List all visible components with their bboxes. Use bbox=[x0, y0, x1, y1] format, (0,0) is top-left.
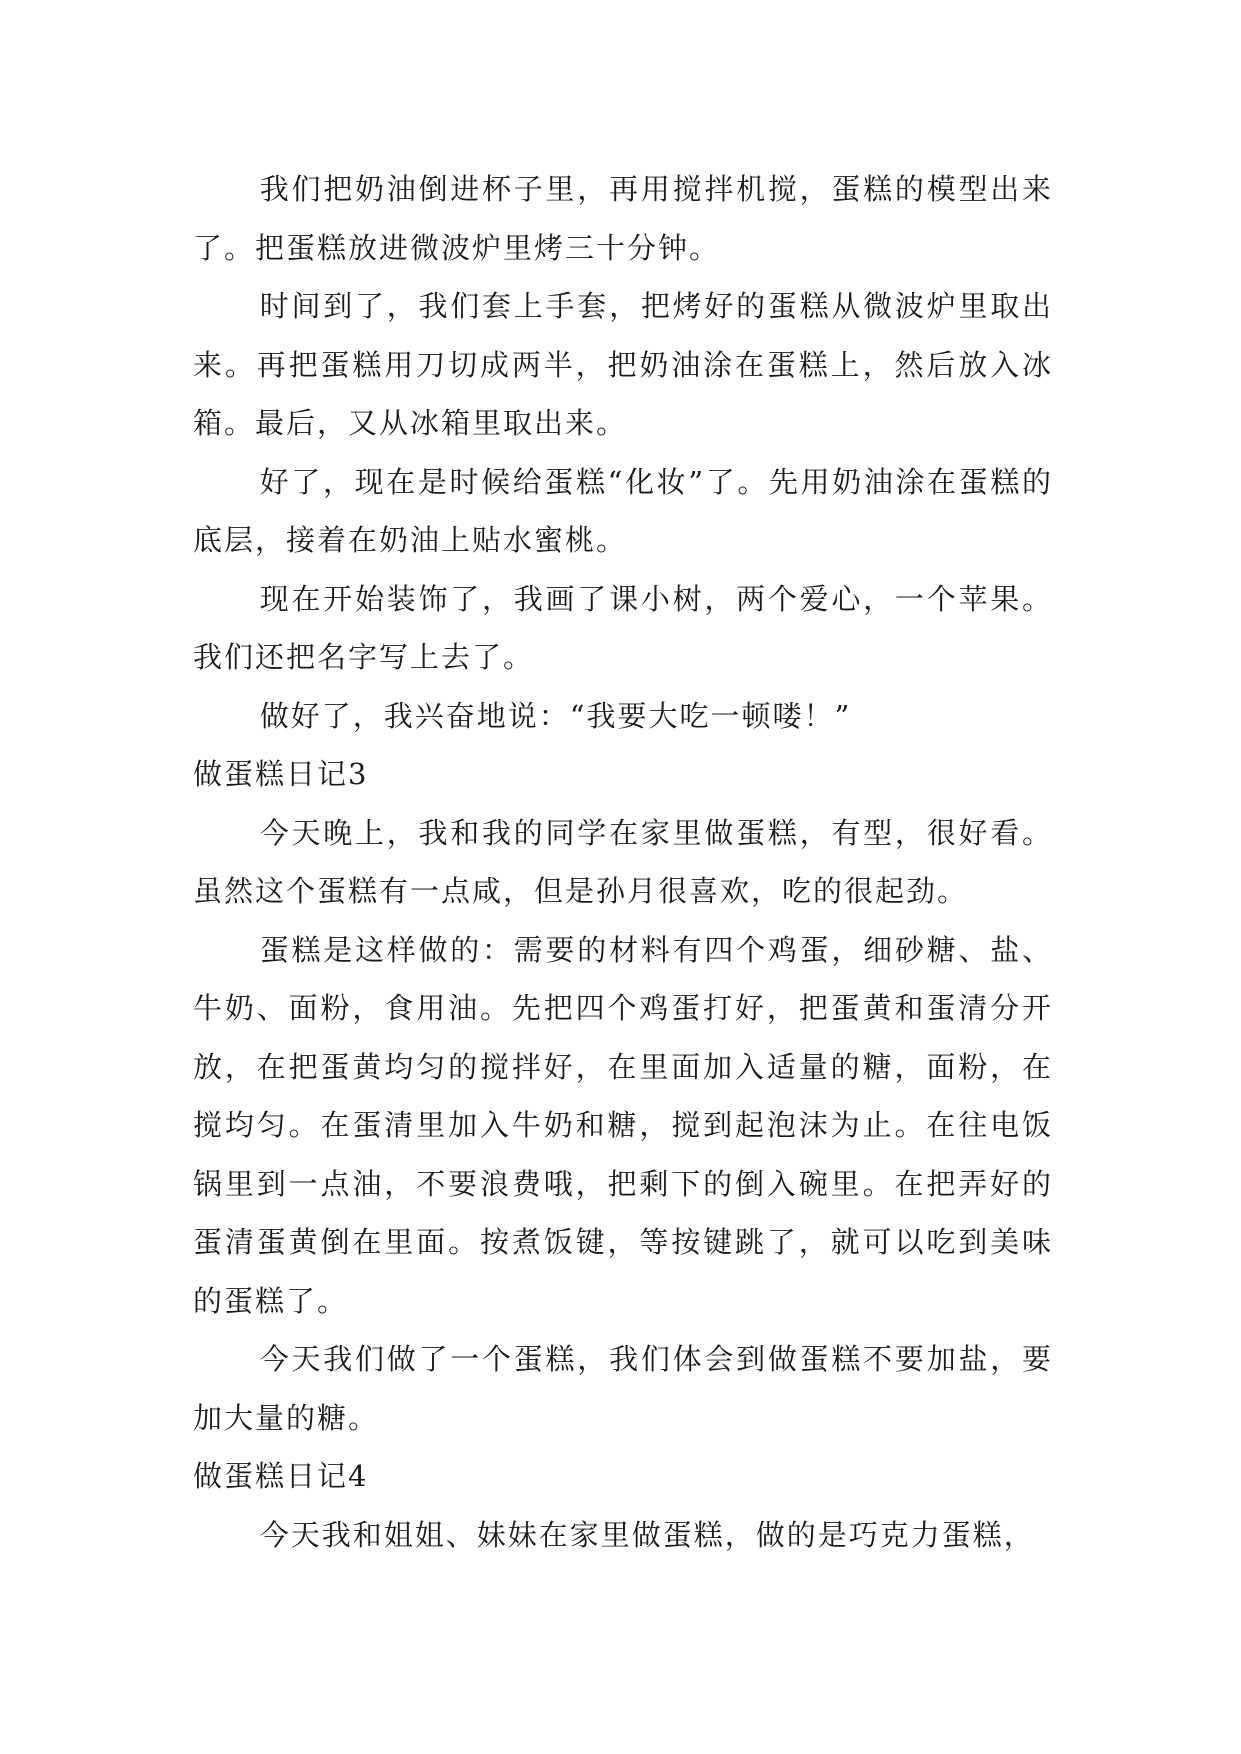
section-heading: 做蛋糕日记3 bbox=[193, 757, 369, 791]
paragraph: 做好了，我兴奋地说：“我要大吃一顿喽！” bbox=[259, 698, 852, 733]
document-body bbox=[193, 160, 1053, 1564]
paragraph: 我们把奶油倒进杯子里，再用搅拌机搅，蛋糕的模型出来了。把蛋糕放进微波炉里烤三十分钟。 bbox=[193, 172, 1053, 265]
paragraph: 今天我和姐姐、妹妹在家里做蛋糕，做的是巧克力蛋糕， bbox=[259, 1517, 1035, 1552]
paragraph: 蛋糕是这样做的：需要的材料有四个鸡蛋，细砂糖、盐、牛奶、面粉，食用油。先把四个鸡蛋打好，把蛋黄和蛋清分开放，在把蛋黄均匀的搅拌好，在里面加入适量的糖，面粉，在搅均匀。在蛋清里加入牛奶和糖，搅到起泡沫为止。在往电饭锅里到一点油，不要浪费哦，把剩下的倒入碗里。在把弄好的蛋清蛋黄倒在里面。按煮饭键，等按键跳了，就可以吃到美味的蛋糕了。 bbox=[193, 932, 1053, 1318]
paragraph: 现在开始装饰了，我画了课小树，两个爱心，一个苹果。我们还把名字写上去了。 bbox=[193, 581, 1053, 674]
paragraph: 好了，现在是时候给蛋糕“化妆”了。先用奶油涂在蛋糕的底层，接着在奶油上贴水蜜桃。 bbox=[193, 464, 1053, 557]
paragraph: 今天晚上，我和我的同学在家里做蛋糕，有型，很好看。虽然这个蛋糕有一点咸，但是孙月很喜欢，吃的很起劲。 bbox=[193, 815, 1053, 908]
section-heading: 做蛋糕日记4 bbox=[193, 1459, 369, 1493]
paragraph: 时间到了，我们套上手套，把烤好的蛋糕从微波炉里取出来。再把蛋糕用刀切成两半，把奶油涂在蛋糕上，然后放入冰箱。最后，又从冰箱里取出来。 bbox=[193, 289, 1053, 440]
paragraph: 今天我们做了一个蛋糕，我们体会到做蛋糕不要加盐，要加大量的糖。 bbox=[193, 1342, 1053, 1435]
